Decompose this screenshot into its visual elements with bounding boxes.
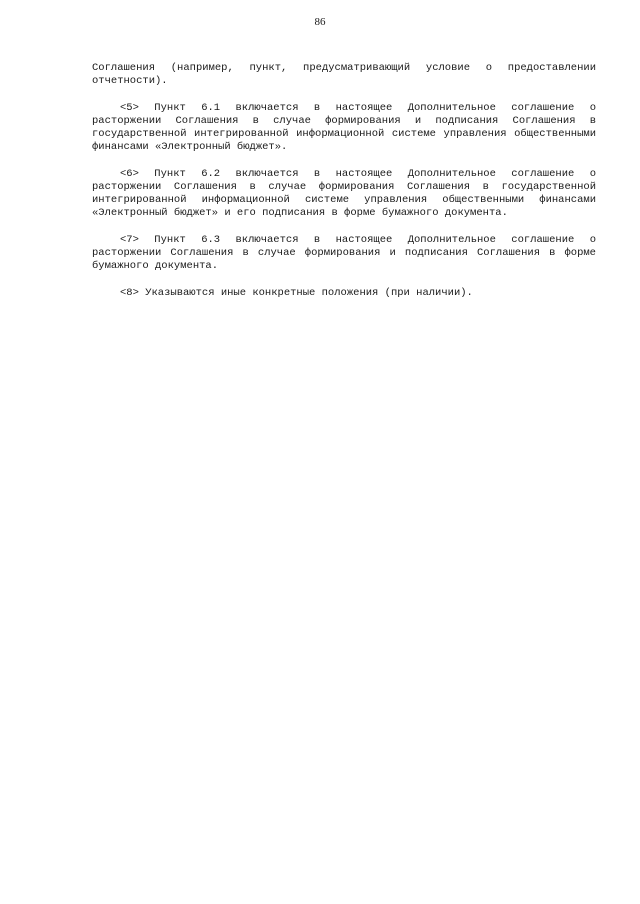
footnote-continuation-paragraph: Соглашения (например, пункт, предусматривающий условие о предоставлении отчетности).: [92, 62, 596, 87]
page-number: 86: [314, 16, 326, 28]
footnote-6-paragraph: <6> Пункт 6.2 включается в настоящее Дополнительное соглашение о расторжении Соглашения в случае формирования Соглашения в государственной интегрированной информационной системе управления общественными финансами «Электронный бюджет» и его подписания в форме бумажного документа.: [92, 168, 596, 219]
footnotes-body: [92, 62, 596, 314]
footnote-7-paragraph: <7> Пункт 6.3 включается в настоящее Дополнительное соглашение о расторжении Соглашения в случае формирования и подписания Соглашения в форме бумажного документа.: [92, 234, 596, 272]
footnote-5-paragraph: <5> Пункт 6.1 включается в настоящее Дополнительное соглашение о расторжении Соглашения в случае формирования и подписания Соглашения в государственной интегрированной информационной системе управления общественными финансами «Электронный бюджет».: [92, 102, 596, 153]
footnote-8-paragraph: <8> Указываются иные конкретные положения (при наличии).: [120, 287, 473, 299]
